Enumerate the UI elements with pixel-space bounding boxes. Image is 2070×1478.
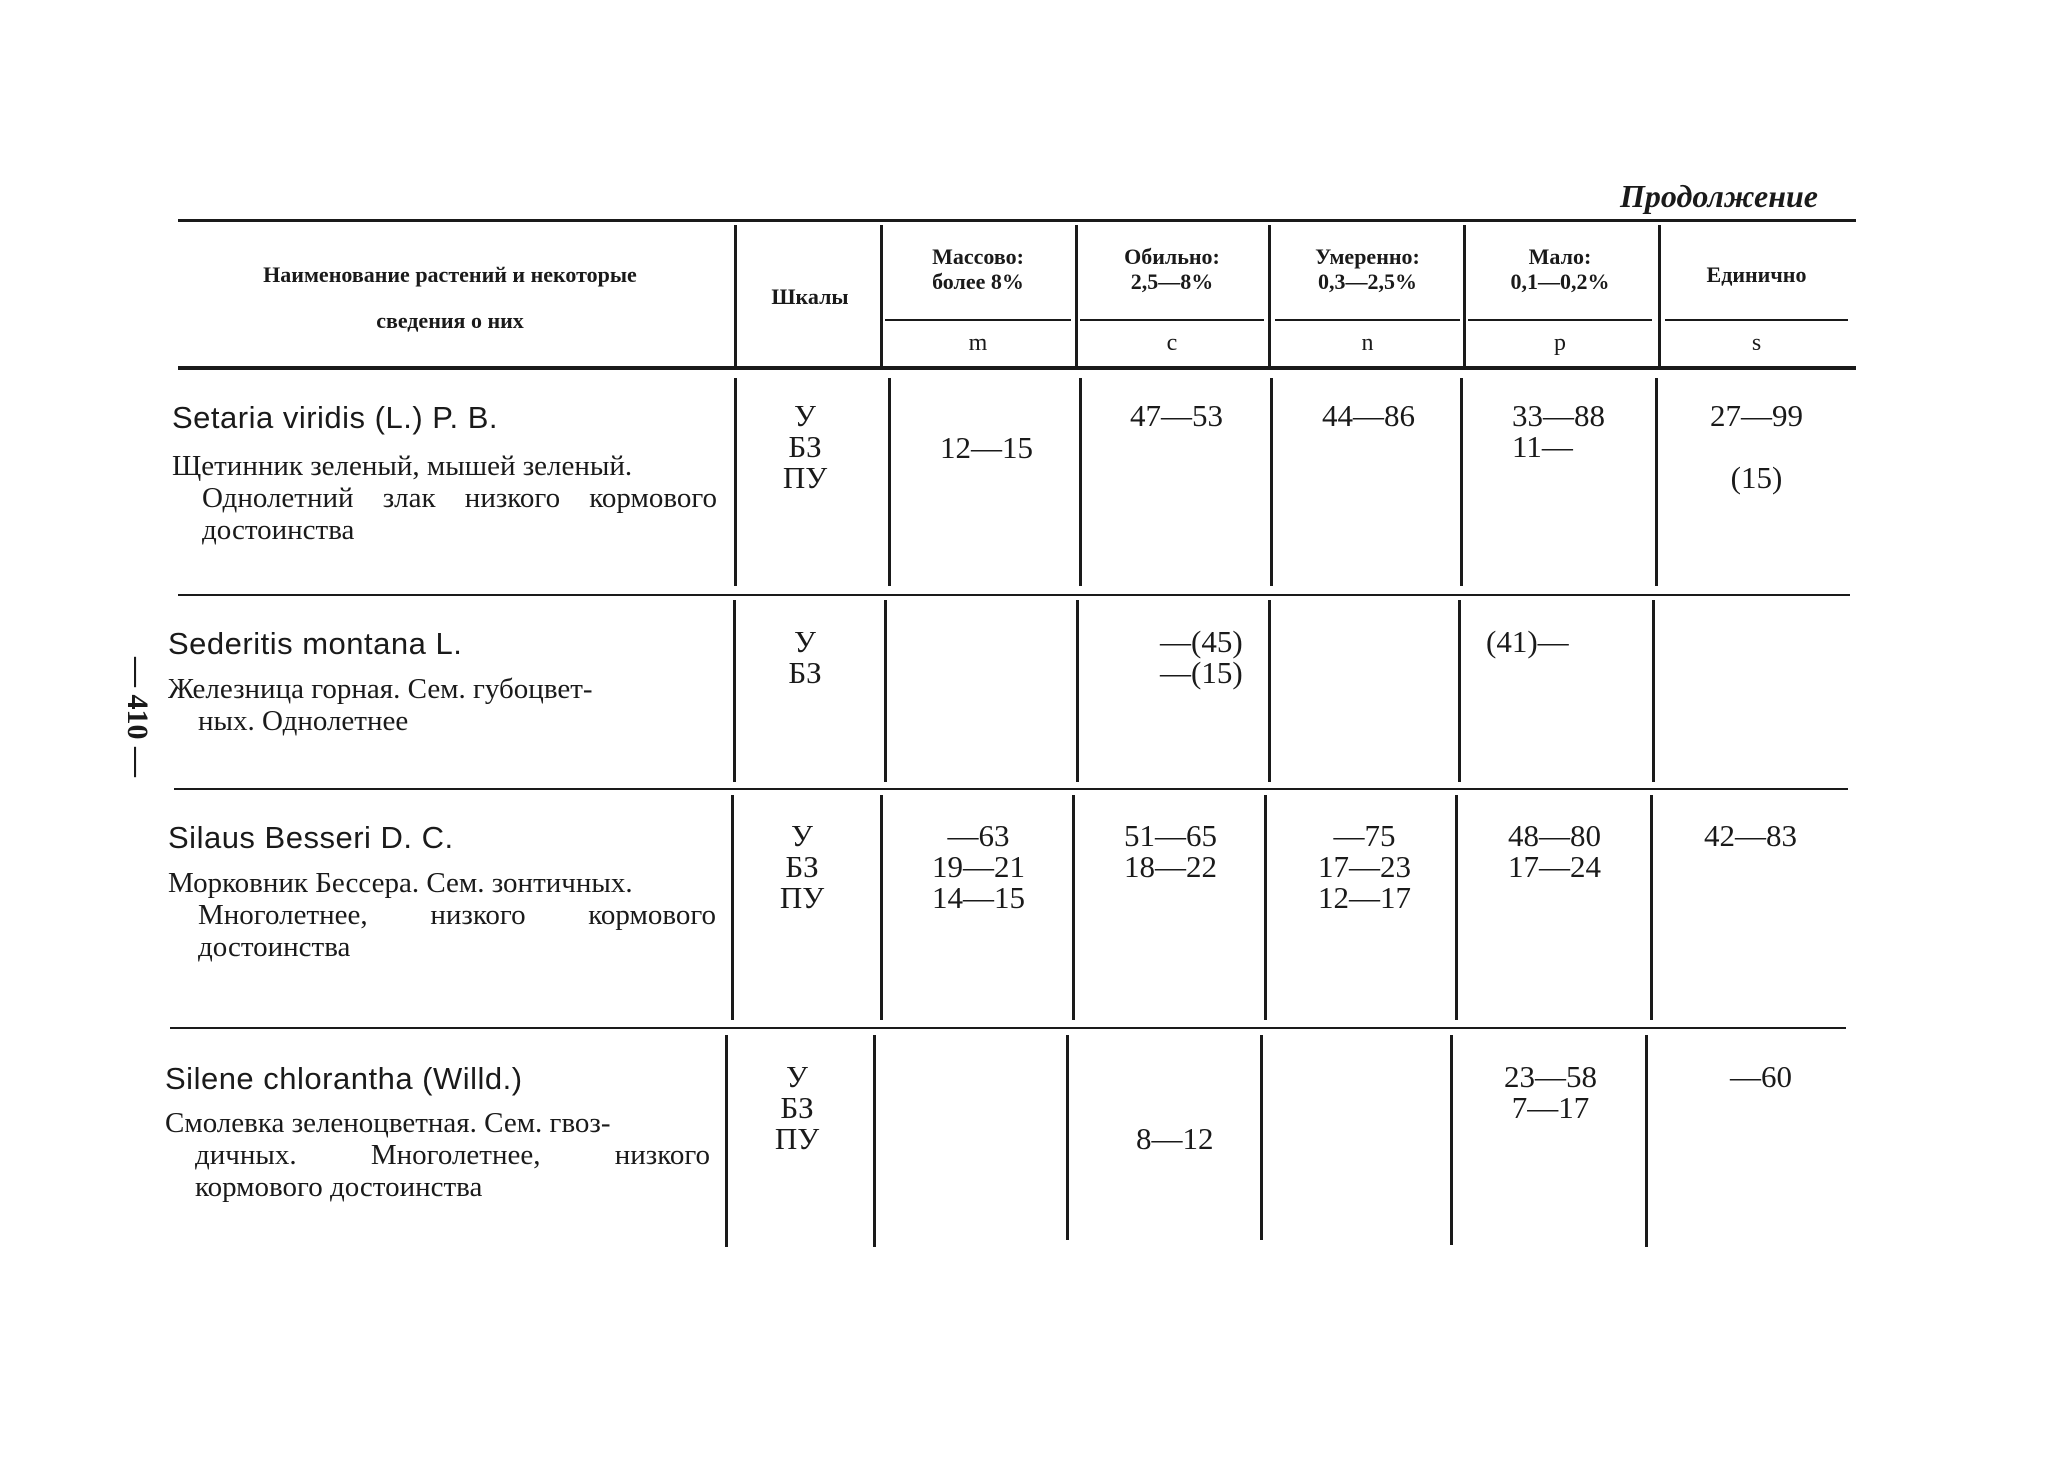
header-abundance-c-line2: 2,5—8%	[1130, 269, 1214, 294]
col-line-header-4	[1268, 225, 1271, 366]
col-line-r4-3	[1066, 1035, 1069, 1240]
row-1-value-m: 12—15	[940, 430, 1033, 465]
col-line-r1-5	[1460, 378, 1463, 586]
col-line-header-6	[1658, 225, 1661, 366]
header-abundance-m	[885, 244, 1071, 294]
col-line-r4-5	[1450, 1035, 1453, 1245]
col-line-r1-6	[1655, 378, 1658, 586]
row-4-scales: У БЗ ПУ	[774, 1059, 820, 1156]
header-letter-p: p	[1554, 330, 1566, 356]
col-line-r3-3	[1072, 795, 1075, 1020]
header-abundance-c	[1080, 244, 1264, 294]
subheader-rule-n	[1275, 319, 1460, 321]
col-line-r2-6	[1652, 600, 1655, 782]
row-1-value-c: 47—53	[1130, 398, 1223, 433]
row-2-description	[168, 673, 716, 737]
col-line-header-3	[1075, 225, 1078, 366]
row-3-value-m: —63 19—21 14—15	[932, 818, 1025, 915]
col-line-r3-5	[1455, 795, 1458, 1020]
row-separator-2	[174, 788, 1848, 790]
row-3-description	[168, 867, 716, 963]
header-abundance-m-line1: Массово:	[932, 244, 1024, 269]
row-2-description-rest: ных. Однолетнее	[198, 705, 409, 737]
header-abundance-p-line2: 0,1—0,2%	[1510, 269, 1610, 294]
col-line-header-1	[734, 225, 737, 366]
subheader-rule-p	[1468, 319, 1652, 321]
continuation-label: Продолжение	[1620, 178, 1818, 214]
row-3-description-rest: Многолетнее, низкого кормового достоинства	[198, 899, 716, 963]
row-3-value-n: —75 17—23 12—17	[1318, 818, 1411, 915]
header-abundance-s	[1665, 262, 1848, 287]
header-name-line2: сведения о них	[376, 308, 524, 333]
col-line-r2-5	[1458, 600, 1461, 782]
row-2-latin-name: Sederitis montana L.	[168, 626, 463, 661]
row-3-description-first: Морковник Бессера. Сем. зонтичных.	[168, 867, 633, 899]
col-line-r3-6	[1650, 795, 1653, 1020]
row-4-latin-name: Silene chlorantha (Willd.)	[165, 1061, 523, 1096]
row-3-value-s: 42—83	[1704, 818, 1797, 853]
row-3-scales: У БЗ ПУ	[779, 818, 825, 915]
row-3-value-c: 51—65 18—22	[1124, 818, 1217, 884]
col-line-r2-2	[884, 600, 887, 782]
header-letter-m: m	[968, 330, 988, 356]
row-3-latin-name: Silaus Besseri D. C.	[168, 820, 454, 855]
subheader-rule-s	[1665, 319, 1848, 321]
header-abundance-s-line1: Единично	[1706, 262, 1807, 287]
row-1-value-n: 44—86	[1322, 398, 1415, 433]
row-3-value-p: 48—80 17—24	[1508, 818, 1601, 884]
subheader-rule-m	[885, 319, 1071, 321]
col-line-r4-4	[1260, 1035, 1263, 1240]
header-letter-s: s	[1751, 330, 1762, 356]
header-abundance-p	[1468, 244, 1652, 294]
col-line-r1-1	[734, 378, 737, 586]
col-line-r2-4	[1268, 600, 1271, 782]
row-2-value-c: —(45) —(15)	[1160, 624, 1243, 690]
row-4-description	[165, 1107, 710, 1203]
row-1-latin-name: Setaria viridis (L.) P. B.	[172, 400, 498, 435]
header-letter-c: c	[1166, 330, 1178, 356]
col-line-r3-4	[1264, 795, 1267, 1020]
col-line-r1-3	[1079, 378, 1082, 586]
row-2-scales: У БЗ	[788, 624, 822, 690]
subheader-rule-c	[1080, 319, 1264, 321]
row-1-scales: У БЗ ПУ	[782, 398, 828, 495]
row-1-description	[172, 450, 717, 546]
row-4-description-rest: дичных. Многолетнее, низкого кормового достоинства	[195, 1139, 710, 1203]
col-line-r2-1	[733, 600, 736, 782]
row-separator-3	[170, 1027, 1846, 1029]
header-letter-n: n	[1361, 330, 1374, 356]
header-name-line1: Наименование растений и некоторые	[263, 262, 637, 287]
row-1-value-s: 27—99 (15)	[1710, 398, 1803, 495]
row-2-description-first: Железница горная. Сем. губоцвет-	[168, 673, 593, 705]
row-1-value-p: 33—88 11—	[1512, 398, 1605, 464]
col-line-header-2	[880, 225, 883, 366]
col-line-r4-6	[1645, 1035, 1648, 1247]
header-abundance-n-line2: 0,3—2,5%	[1318, 269, 1417, 294]
col-line-r1-4	[1270, 378, 1273, 586]
row-4-description-first: Смолевка зеленоцветная. Сем. гвоз-	[165, 1107, 611, 1139]
col-line-r4-2	[873, 1035, 876, 1247]
col-line-r3-2	[880, 795, 883, 1020]
col-line-r4-1	[725, 1035, 728, 1247]
row-1-description-rest: Однолетний злак низкого кормового достоинства	[202, 482, 717, 546]
col-line-r2-3	[1076, 600, 1079, 782]
page-number: — 410 —	[121, 657, 154, 777]
row-4-value-p: 23—58 7—17	[1504, 1059, 1597, 1125]
row-2-value-p: (41)—	[1486, 624, 1569, 659]
header-abundance-p-line1: Мало:	[1528, 244, 1592, 269]
row-separator-1	[178, 594, 1850, 596]
col-line-r1-2	[888, 378, 891, 586]
top-rule	[178, 219, 1856, 222]
row-4-value-s: —60	[1730, 1059, 1792, 1094]
header-abundance-n	[1275, 244, 1460, 294]
header-scales: Шкалы	[771, 284, 849, 309]
row-1-description-first: Щетинник зеленый, мышей зеленый.	[172, 450, 633, 482]
col-line-r3-1	[731, 795, 734, 1020]
row-4-value-c: 8—12	[1136, 1121, 1214, 1156]
header-abundance-m-line2: более 8%	[932, 269, 1024, 294]
col-line-header-5	[1463, 225, 1466, 366]
header-abundance-c-line1: Обильно:	[1124, 244, 1220, 269]
header-abundance-n-line1: Умеренно:	[1315, 244, 1420, 269]
header-bottom-rule	[178, 366, 1856, 370]
